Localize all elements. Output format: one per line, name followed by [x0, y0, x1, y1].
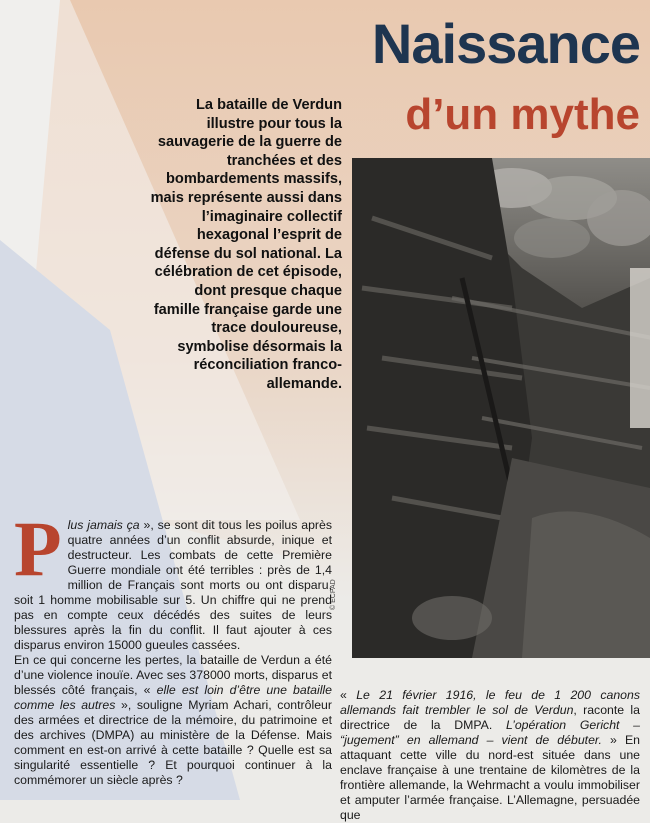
- trench-photo-illustration: [352, 158, 650, 658]
- body-paragraph-1: lus jamais ça », se sont dit tous les poilus après quatre années d’un conflit absurde, inique et destructeur. Les combats de cette Première Guerre mondiale ont été terribles : près de 1,4 million de Français sont morts ou ont disparu, soit 1 homme mobilisable sur 5. Un chiffre qui ne prend pas en compte ceux décédés des suites de leurs blessures après la fin du conflit. Il faut ajouter à ces disparus environ 15000 gueules cassées.: [14, 518, 332, 652]
- quote-opening-italic: lus jamais ça: [67, 518, 140, 532]
- body-column-left: [14, 505, 333, 788]
- lead-paragraph: La bataille de Verdun illustre pour tous la sauvagerie de la guerre de tranchées et des bombardements massifs, mais représente aussi dans l’imaginaire collectif hexagonal l’esprit de défense du sol national. La célébration de cet épisode, dont presque chaque famille française garde une trace douloureuse, symbolise désormais la réconciliation franco-allemande.: [150, 97, 342, 392]
- trench-photo: [352, 158, 650, 658]
- drop-cap: P: [14, 505, 62, 592]
- page-title-line1: Naissance: [371, 12, 640, 75]
- body-column-right: [340, 688, 640, 823]
- body-paragraph-2: En ce qui concerne les pertes, la bataille de Verdun a été d’une violence inouïe. Avec ses 378000 morts, disparus et blessés côté français, « elle est loin d’être une bataille comme les autres », souligne Myriam Achari, contrôleur des armées et directrice de la mémoire, du patrimoine et des archives (DMPA) au ministère de la Défense. Mais comment en est-on arrivé à cette bataille ? Quelle est sa singularité essentielle ? Et pourquoi continuer à la commémorer un siècle après ?: [14, 653, 333, 787]
- page-title-line2: d’un mythe: [405, 90, 640, 139]
- photo-credit: © ECPAD: [330, 579, 337, 610]
- body-paragraph-3: « Le 21 février 1916, le feu de 1 200 canons allemands fait trembler le sol de Verdun, raconte la directrice de la DMPA. L’opération Gericht – “jugement” en allemand – vient de débuter. » En attaquant cette ville du nord-est située dans une enclave française à une trentaine de kilomètres de la frontière allemande, la Wehrmacht a voulu immobiliser et amputer l’armée française. L’Allemagne, persuadée que: [340, 688, 640, 822]
